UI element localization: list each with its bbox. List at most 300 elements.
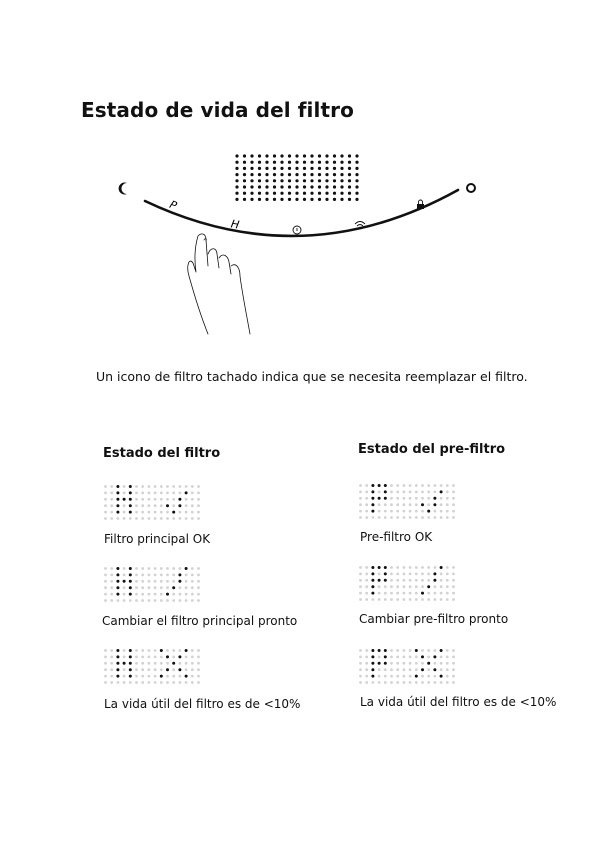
matrix-dot [409, 579, 412, 582]
matrix-dot [403, 497, 406, 500]
matrix-dot [141, 567, 144, 570]
matrix-dot [160, 574, 163, 577]
matrix-dot-lit [116, 655, 119, 658]
matrix-dot [396, 675, 399, 678]
matrix-dot [197, 675, 200, 678]
matrix-dot [154, 567, 157, 570]
matrix-dot [135, 656, 138, 659]
matrix-dot [403, 579, 406, 582]
matrix-dot-lit [440, 490, 443, 493]
matrix-dot [403, 585, 406, 588]
matrix-dot [434, 662, 437, 665]
matrix-dot [197, 662, 200, 665]
matrix-dot [396, 681, 399, 684]
matrix-dot-lit [433, 572, 436, 575]
matrix-dot [123, 675, 126, 678]
matrix-dot [179, 485, 182, 488]
matrix-dot [123, 668, 126, 671]
matrix-dot-lit [371, 503, 374, 506]
matrix-dot [172, 675, 175, 678]
matrix-dot [359, 592, 362, 595]
matrix-dot-lit [129, 586, 132, 589]
matrix-dot [141, 656, 144, 659]
matrix-dot [129, 599, 132, 602]
matrix-dot [452, 573, 455, 576]
matrix-dot [185, 593, 188, 596]
matrix-dot [197, 649, 200, 652]
matrix-dot [141, 574, 144, 577]
matrix-dot [179, 586, 182, 589]
matrix-dot [197, 681, 200, 684]
matrix-dot [110, 485, 113, 488]
matrix-dot [110, 668, 113, 671]
matrix-dot [390, 579, 393, 582]
matrix-dot [166, 492, 169, 495]
matrix-dot [110, 498, 113, 501]
matrix-dot [359, 649, 362, 652]
matrix-dot [191, 599, 194, 602]
matrix-dot [421, 662, 424, 665]
matrix-dot [434, 585, 437, 588]
matrix-dot [148, 586, 151, 589]
matrix-dot [110, 662, 113, 665]
matrix-dot [359, 573, 362, 576]
matrix-dot [421, 681, 424, 684]
matrix-dot [440, 592, 443, 595]
matrix-dot-lit [172, 662, 175, 665]
matrix-dot [446, 592, 449, 595]
timer-icon [293, 226, 301, 234]
matrix-dot [135, 668, 138, 671]
prefilter-soon-display [357, 564, 457, 604]
matrix-dot-lit [371, 662, 374, 665]
dot-matrix-svg [102, 565, 202, 605]
matrix-dot [452, 516, 455, 519]
matrix-dot [148, 649, 151, 652]
prefilter-soon-label: Cambiar pre-filtro pronto [359, 612, 509, 626]
matrix-dot [154, 593, 157, 596]
matrix-dot-lit [129, 662, 132, 665]
matrix-dot [434, 516, 437, 519]
matrix-dot [446, 668, 449, 671]
matrix-dot [452, 656, 455, 659]
matrix-dot [166, 681, 169, 684]
matrix-dot [403, 662, 406, 665]
matrix-dot [396, 497, 399, 500]
matrix-dot [409, 592, 412, 595]
matrix-dot [378, 592, 381, 595]
dot-matrix-svg [357, 482, 457, 522]
matrix-dot [365, 656, 368, 659]
matrix-dot [166, 675, 169, 678]
matrix-dot-lit [427, 662, 430, 665]
matrix-dot [396, 592, 399, 595]
panel-letter-p: P [167, 197, 179, 213]
matrix-dot [421, 649, 424, 652]
matrix-dot-lit [116, 498, 119, 501]
matrix-dot-lit [116, 593, 119, 596]
matrix-dot [452, 649, 455, 652]
matrix-dot [148, 492, 151, 495]
filter-caption: Un icono de filtro tachado indica que se necesita reemplazar el filtro. [96, 369, 528, 384]
matrix-dot [365, 681, 368, 684]
matrix-dot [452, 592, 455, 595]
matrix-dot [415, 510, 418, 513]
matrix-dot [110, 681, 113, 684]
matrix-dot [191, 656, 194, 659]
matrix-dot [197, 511, 200, 514]
matrix-dot [160, 492, 163, 495]
matrix-dot [440, 681, 443, 684]
matrix-dot [403, 573, 406, 576]
matrix-dot-lit [129, 485, 132, 488]
matrix-dot [396, 566, 399, 569]
matrix-dot [409, 662, 412, 665]
matrix-dot [166, 649, 169, 652]
matrix-dot [110, 567, 113, 570]
matrix-dot-lit [129, 511, 132, 514]
matrix-dot [365, 491, 368, 494]
matrix-dot [197, 492, 200, 495]
matrix-dot [365, 510, 368, 513]
filter-low-display [102, 647, 202, 687]
matrix-dot [409, 681, 412, 684]
matrix-dot-lit [378, 484, 381, 487]
matrix-dot [160, 668, 163, 671]
matrix-dot [384, 585, 387, 588]
matrix-dot [191, 668, 194, 671]
matrix-dot [179, 593, 182, 596]
matrix-dot [415, 497, 418, 500]
matrix-dot [154, 517, 157, 520]
matrix-dot [185, 580, 188, 583]
matrix-dot-lit [116, 662, 119, 665]
matrix-dot [409, 491, 412, 494]
matrix-dot [390, 573, 393, 576]
matrix-dot [421, 585, 424, 588]
matrix-dot [421, 566, 424, 569]
matrix-dot-lit [116, 586, 119, 589]
matrix-dot [359, 566, 362, 569]
matrix-dot [384, 510, 387, 513]
matrix-dot [403, 681, 406, 684]
matrix-dot [446, 681, 449, 684]
matrix-dot [390, 656, 393, 659]
matrix-dot-lit [116, 675, 119, 678]
matrix-dot [160, 593, 163, 596]
matrix-dot [117, 517, 120, 520]
matrix-dot [409, 649, 412, 652]
matrix-dot [185, 662, 188, 665]
matrix-dot [191, 498, 194, 501]
matrix-dot [148, 517, 151, 520]
matrix-dot [415, 668, 418, 671]
matrix-dot [403, 516, 406, 519]
matrix-dot [191, 574, 194, 577]
matrix-dot [123, 567, 126, 570]
matrix-dot [359, 656, 362, 659]
matrix-dot [172, 485, 175, 488]
matrix-dot [197, 586, 200, 589]
matrix-dot [135, 675, 138, 678]
matrix-dot [434, 681, 437, 684]
matrix-dot [179, 662, 182, 665]
matrix-dot [172, 574, 175, 577]
matrix-dot [172, 681, 175, 684]
matrix-dot [409, 497, 412, 500]
matrix-dot [434, 649, 437, 652]
matrix-dot [434, 675, 437, 678]
matrix-dot [378, 491, 381, 494]
matrix-dot-lit [116, 567, 119, 570]
matrix-dot [359, 510, 362, 513]
matrix-dot-lit [185, 675, 188, 678]
matrix-dot [135, 649, 138, 652]
matrix-dot [185, 599, 188, 602]
led-display-grid [235, 154, 358, 201]
matrix-dot [141, 675, 144, 678]
matrix-dot [141, 681, 144, 684]
matrix-dot [452, 491, 455, 494]
matrix-dot [440, 598, 443, 601]
matrix-dot [148, 593, 151, 596]
matrix-dot-lit [129, 675, 132, 678]
matrix-dot [197, 504, 200, 507]
matrix-dot-lit [371, 484, 374, 487]
dot-matrix-svg [102, 483, 202, 523]
matrix-dot [197, 599, 200, 602]
matrix-dot [372, 516, 375, 519]
matrix-dot [166, 599, 169, 602]
matrix-dot-lit [178, 655, 181, 658]
matrix-dot [185, 668, 188, 671]
matrix-dot [191, 492, 194, 495]
matrix-dot [154, 599, 157, 602]
matrix-dot [452, 484, 455, 487]
matrix-dot [434, 592, 437, 595]
matrix-dot [365, 579, 368, 582]
matrix-dot-lit [116, 573, 119, 576]
matrix-dot-lit [371, 572, 374, 575]
matrix-dot-lit [384, 572, 387, 575]
matrix-dot-lit [371, 668, 374, 671]
matrix-dot-lit [172, 511, 175, 514]
matrix-dot-lit [160, 649, 163, 652]
matrix-dot [365, 585, 368, 588]
matrix-dot [172, 593, 175, 596]
matrix-dot-lit [129, 580, 132, 583]
matrix-dot [166, 517, 169, 520]
matrix-dot-lit [371, 566, 374, 569]
matrix-dot [427, 681, 430, 684]
matrix-dot [403, 668, 406, 671]
matrix-dot [148, 668, 151, 671]
matrix-dot [135, 517, 138, 520]
matrix-dot [427, 579, 430, 582]
matrix-dot [191, 504, 194, 507]
matrix-dot [123, 504, 126, 507]
matrix-dot [421, 484, 424, 487]
matrix-dot [434, 510, 437, 513]
matrix-dot [390, 484, 393, 487]
matrix-dot [148, 504, 151, 507]
matrix-dot [179, 675, 182, 678]
matrix-dot [123, 593, 126, 596]
matrix-dot [104, 681, 107, 684]
matrix-dot [446, 675, 449, 678]
matrix-dot-lit [116, 668, 119, 671]
matrix-dot [154, 586, 157, 589]
matrix-dot [148, 567, 151, 570]
matrix-dot [141, 593, 144, 596]
matrix-dot [427, 497, 430, 500]
matrix-dot [172, 492, 175, 495]
matrix-dot [440, 497, 443, 500]
matrix-dot [409, 656, 412, 659]
matrix-dot [384, 668, 387, 671]
matrix-dot [415, 585, 418, 588]
matrix-dot [185, 586, 188, 589]
matrix-dot [421, 516, 424, 519]
matrix-dot [179, 649, 182, 652]
matrix-dot [104, 656, 107, 659]
matrix-dot-lit [440, 675, 443, 678]
matrix-dot [154, 580, 157, 583]
matrix-dot [191, 485, 194, 488]
matrix-dot [148, 574, 151, 577]
matrix-dot-lit [384, 579, 387, 582]
matrix-dot-lit [371, 585, 374, 588]
matrix-dot [154, 504, 157, 507]
matrix-dot [409, 510, 412, 513]
matrix-dot [166, 662, 169, 665]
matrix-dot-lit [371, 490, 374, 493]
matrix-dot-lit [421, 592, 424, 595]
matrix-dot [415, 573, 418, 576]
matrix-dot [110, 580, 113, 583]
matrix-dot [117, 681, 120, 684]
matrix-dot [409, 675, 412, 678]
matrix-dot [197, 580, 200, 583]
matrix-dot [141, 586, 144, 589]
matrix-dot [365, 592, 368, 595]
matrix-dot [172, 668, 175, 671]
matrix-dot [359, 497, 362, 500]
matrix-dot-lit [129, 491, 132, 494]
matrix-dot [390, 497, 393, 500]
matrix-dot [403, 598, 406, 601]
matrix-dot [154, 668, 157, 671]
matrix-dot-lit [421, 668, 424, 671]
matrix-dot [141, 517, 144, 520]
matrix-dot [154, 498, 157, 501]
matrix-dot [390, 675, 393, 678]
matrix-dot-lit [129, 573, 132, 576]
matrix-dot [148, 656, 151, 659]
matrix-dot [378, 573, 381, 576]
matrix-dot [365, 497, 368, 500]
matrix-dot [396, 656, 399, 659]
matrix-dot [440, 510, 443, 513]
matrix-dot [148, 511, 151, 514]
matrix-dot [415, 491, 418, 494]
matrix-dot-lit [116, 511, 119, 514]
matrix-dot [197, 656, 200, 659]
matrix-dot [390, 592, 393, 595]
matrix-dot [452, 598, 455, 601]
matrix-dot [384, 516, 387, 519]
matrix-dot [104, 599, 107, 602]
matrix-dot [154, 485, 157, 488]
filter-soon-label: Cambiar el filtro principal pronto [102, 614, 298, 628]
matrix-dot [365, 516, 368, 519]
matrix-dot [197, 567, 200, 570]
prefilter-ok-label: Pre-filtro OK [360, 530, 433, 544]
matrix-dot [396, 668, 399, 671]
matrix-dot [135, 574, 138, 577]
matrix-dot [440, 585, 443, 588]
matrix-dot-lit [178, 504, 181, 507]
matrix-dot [396, 516, 399, 519]
matrix-dot [104, 649, 107, 652]
matrix-dot [372, 681, 375, 684]
filter-soon-display [102, 565, 202, 605]
matrix-dot-lit [421, 503, 424, 506]
matrix-dot-lit [384, 497, 387, 500]
matrix-dot [166, 485, 169, 488]
matrix-dot [446, 516, 449, 519]
matrix-dot [123, 574, 126, 577]
matrix-dot-lit [116, 649, 119, 652]
matrix-dot [179, 599, 182, 602]
matrix-dot [446, 497, 449, 500]
matrix-dot [378, 503, 381, 506]
matrix-dot [384, 681, 387, 684]
matrix-dot-lit [166, 504, 169, 507]
matrix-dot [440, 656, 443, 659]
matrix-dot [427, 491, 430, 494]
matrix-dot [117, 599, 120, 602]
matrix-dot [135, 504, 138, 507]
matrix-dot [191, 649, 194, 652]
matrix-dot-lit [160, 675, 163, 678]
matrix-dot [421, 675, 424, 678]
matrix-dot [179, 517, 182, 520]
filter-ok-label: Filtro principal OK [104, 532, 211, 546]
matrix-dot [185, 517, 188, 520]
matrix-dot-lit [384, 566, 387, 569]
filter-status-heading: Estado del filtro [103, 446, 221, 461]
matrix-dot [427, 592, 430, 595]
matrix-dot [160, 586, 163, 589]
prefilter-ok-display [357, 482, 457, 522]
matrix-dot-lit [433, 497, 436, 500]
matrix-dot-lit [384, 655, 387, 658]
matrix-dot [166, 586, 169, 589]
matrix-dot [191, 567, 194, 570]
matrix-dot-lit [415, 649, 418, 652]
matrix-dot [440, 662, 443, 665]
matrix-dot [154, 649, 157, 652]
matrix-dot [135, 492, 138, 495]
matrix-dot [440, 516, 443, 519]
matrix-dot-lit [116, 485, 119, 488]
matrix-dot [446, 579, 449, 582]
matrix-dot-lit [185, 567, 188, 570]
matrix-dot [452, 675, 455, 678]
matrix-dot-lit [166, 655, 169, 658]
matrix-dot [403, 503, 406, 506]
